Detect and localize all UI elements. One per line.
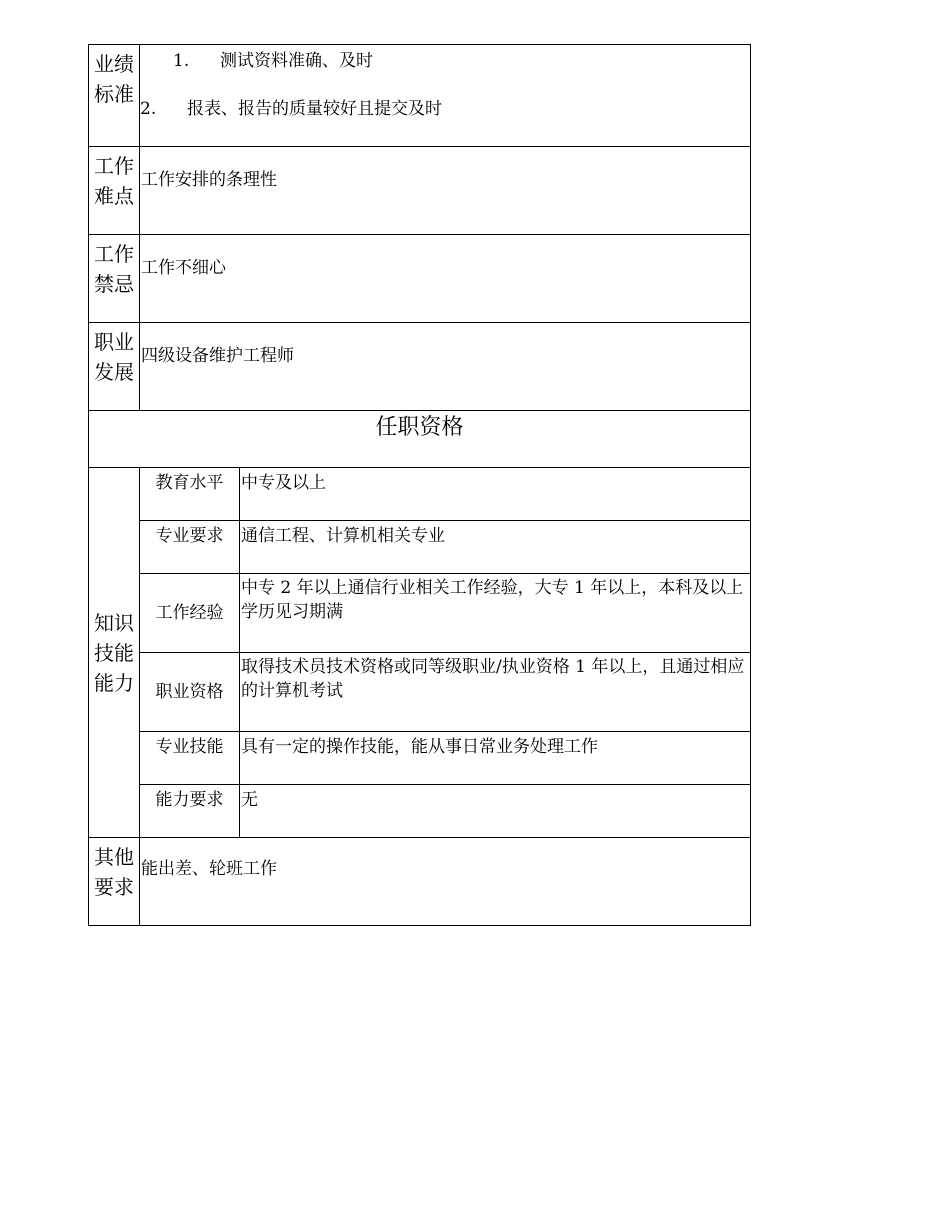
knowledge-row-skills (89, 732, 751, 785)
major-value: 通信工程、计算机相关专业 (240, 521, 751, 574)
other-content: 能出差、轮班工作 (140, 838, 751, 926)
difficulty-content: 工作安排的条理性 (140, 147, 751, 235)
knowledge-label: 知识 技能 能力 (89, 468, 140, 838)
skills-label: 专业技能 (140, 732, 240, 785)
ability-label: 能力要求 (140, 785, 240, 838)
taboo-content: 工作不细心 (140, 235, 751, 323)
education-label: 教育水平 (140, 468, 240, 521)
education-value: 中专及以上 (240, 468, 751, 521)
knowledge-row-major (89, 521, 751, 574)
taboo-label: 工作 禁忌 (89, 235, 140, 323)
ability-value: 无 (240, 785, 751, 838)
career-content: 四级设备维护工程师 (140, 323, 751, 411)
list-item: 1. 测试资料准确、及时 (173, 51, 373, 71)
certification-label: 职业资格 (140, 653, 240, 732)
knowledge-row-ability (89, 785, 751, 838)
knowledge-row-education (89, 468, 751, 521)
other-label: 其他 要求 (89, 838, 140, 926)
taboo-row (89, 235, 751, 323)
career-label: 职业 发展 (89, 323, 140, 411)
list-item: 2. 报表、报告的质量较好且提交及时 (140, 99, 442, 119)
performance-row (89, 45, 751, 147)
experience-label: 工作经验 (140, 574, 240, 653)
difficulty-row (89, 147, 751, 235)
performance-label: 业绩 标准 (89, 45, 140, 147)
qualification-header: 任职资格 (89, 411, 751, 468)
major-label: 专业要求 (140, 521, 240, 574)
experience-value: 中专 2 年以上通信行业相关工作经验，大专 1 年以上，本科及以上学历见习期满 (240, 574, 751, 653)
difficulty-label: 工作 难点 (89, 147, 140, 235)
qualification-header-row (89, 411, 751, 468)
knowledge-row-certification (89, 653, 751, 732)
job-description-table (88, 44, 751, 926)
career-row (89, 323, 751, 411)
certification-value: 取得技术员技术资格或同等级职业/执业资格 1 年以上，且通过相应的计算机考试 (240, 653, 751, 732)
knowledge-row-experience (89, 574, 751, 653)
performance-content (140, 45, 751, 147)
other-row (89, 838, 751, 926)
skills-value: 具有一定的操作技能，能从事日常业务处理工作 (240, 732, 751, 785)
